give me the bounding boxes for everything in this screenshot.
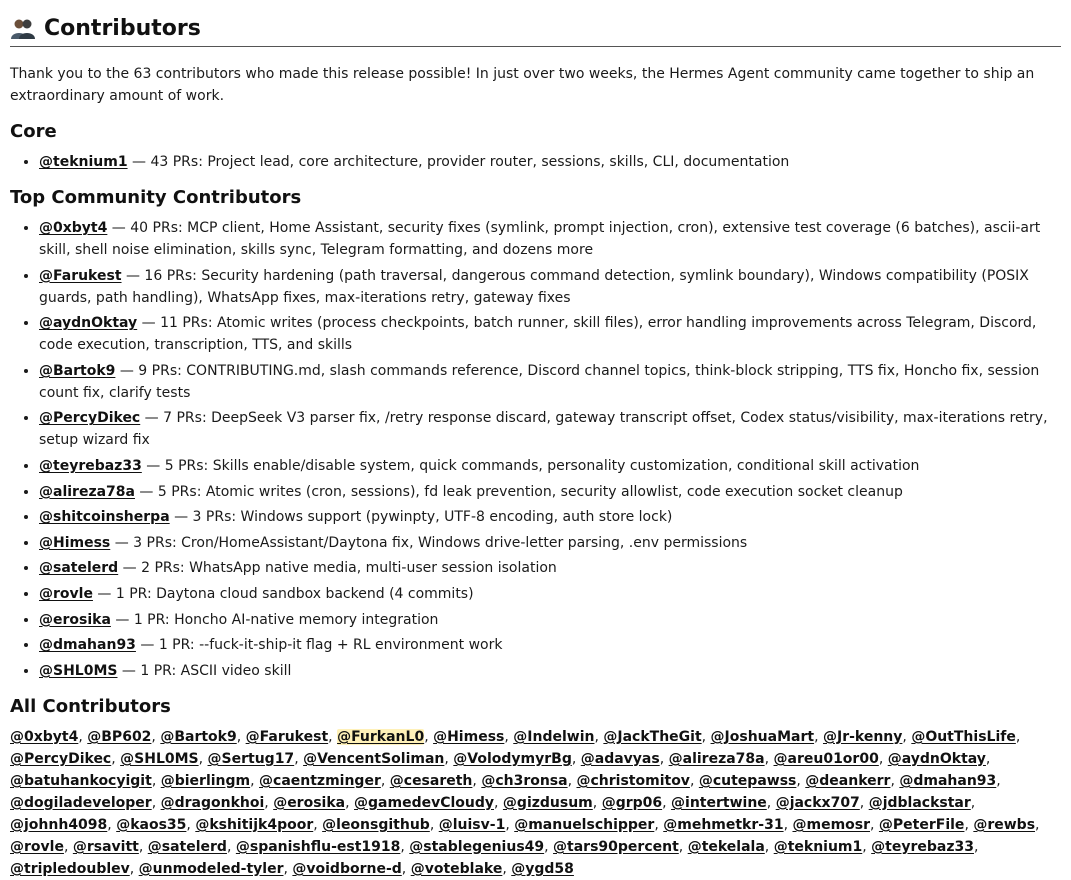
top-contributors-heading: Top Community Contributors xyxy=(10,187,302,208)
contributor-link[interactable]: @VolodymyrBg xyxy=(453,750,572,767)
contributor-link[interactable]: @dmahan93 xyxy=(39,637,136,654)
separator: , xyxy=(400,838,410,855)
contributor-item xyxy=(39,532,1061,554)
contributor-item xyxy=(39,217,1061,261)
separator: , xyxy=(283,860,293,877)
separator: , xyxy=(138,838,148,855)
separator: , xyxy=(973,838,979,855)
people-icon xyxy=(10,17,36,41)
separator: , xyxy=(567,772,577,789)
separator: , xyxy=(571,750,581,767)
contributor-link[interactable]: @luisv-1 xyxy=(438,816,506,833)
contributor-item xyxy=(39,660,1061,682)
separator: , xyxy=(689,772,699,789)
contributor-link[interactable]: @satelerd xyxy=(147,838,227,855)
separator: , xyxy=(494,794,503,811)
contributor-link[interactable]: @rewbs xyxy=(973,816,1036,833)
contributor-link[interactable]: @erosika xyxy=(39,611,111,628)
contributor-link[interactable]: @tekelala xyxy=(687,838,765,855)
separator: , xyxy=(198,750,208,767)
contributor-link[interactable]: @cutepawss xyxy=(698,772,797,789)
separator: , xyxy=(429,816,439,833)
contribution-description: — 1 PR: Daytona cloud sandbox backend (4 commits) xyxy=(92,585,474,602)
separator: , xyxy=(996,772,1001,789)
contributor-link[interactable]: @batuhankocyigit xyxy=(10,772,152,789)
separator: , xyxy=(970,794,976,811)
separator: , xyxy=(345,794,355,811)
separator: , xyxy=(505,816,515,833)
contributor-link[interactable]: @FurkanL0 xyxy=(337,728,425,745)
contributor-link[interactable]: @teyrebaz33 xyxy=(871,838,974,855)
contributor-link[interactable]: @satelerd xyxy=(39,560,119,577)
separator: , xyxy=(186,816,196,833)
contributor-link[interactable]: @adavyas xyxy=(580,750,660,767)
contribution-description: — 3 PRs: Windows support (pywinpty, UTF-8 encoding, auth store lock) xyxy=(169,509,673,526)
separator: , xyxy=(380,772,390,789)
separator: , xyxy=(783,816,793,833)
contributor-item xyxy=(39,265,1061,309)
contributor-item xyxy=(39,360,1061,404)
separator: , xyxy=(444,750,454,767)
page-heading xyxy=(10,12,1061,47)
contributor-item xyxy=(39,455,1061,477)
contributor-item xyxy=(39,583,1061,605)
contributor-link[interactable]: @christomitov xyxy=(576,772,690,789)
contributor-link[interactable]: @leonsgithub xyxy=(322,816,430,833)
contributor-link[interactable]: @gamedevCloudy xyxy=(354,794,495,811)
separator: , xyxy=(662,794,672,811)
contributor-link[interactable]: @jackx707 xyxy=(775,794,860,811)
core-heading: Core xyxy=(10,121,57,142)
contribution-description: — 7 PRs: DeepSeek V3 parser fix, /retry response discard, gateway transcript offset, Codex status/visibility, max-iterations retry, setup wizard fix xyxy=(39,410,1048,449)
contributor-link[interactable]: @JoshuaMart xyxy=(710,728,815,745)
contributor-link[interactable]: @OutThisLife xyxy=(911,728,1016,745)
separator: , xyxy=(964,816,974,833)
contribution-description: — 11 PRs: Atomic writes (process checkpoints, batch runner, skill files), error handling improvements across Telegram, Discord, code execution, transcription, TTS, and skills xyxy=(39,315,1037,354)
contributor-link[interactable]: @dragonkhoi xyxy=(160,794,265,811)
separator: , xyxy=(878,750,888,767)
separator: , xyxy=(870,816,879,833)
contributor-link[interactable]: @manuelschipper xyxy=(514,816,655,833)
separator: , xyxy=(151,772,161,789)
contributor-link[interactable]: @SHL0MS xyxy=(39,662,118,679)
separator: , xyxy=(902,728,912,745)
separator: , xyxy=(890,772,900,789)
separator: , xyxy=(766,794,776,811)
contributor-link[interactable]: @bierlingm xyxy=(160,772,251,789)
contributor-link[interactable]: @shitcoinsherpa xyxy=(39,509,170,526)
contributor-link[interactable]: @voidborne-d xyxy=(292,860,402,877)
separator: , xyxy=(985,750,991,767)
contributor-link[interactable]: @intertwine xyxy=(671,794,767,811)
contribution-description: — 1 PR: --fuck-it-ship-it flag + RL environment work xyxy=(135,637,503,654)
contributor-link[interactable]: @Jr-kenny xyxy=(822,728,903,745)
core-list xyxy=(10,151,1061,173)
separator: , xyxy=(151,794,161,811)
separator: , xyxy=(654,816,664,833)
contributor-link[interactable]: @voteblake xyxy=(410,860,503,877)
contributor-link[interactable]: @kshitijk4poor xyxy=(195,816,314,833)
contributor-link[interactable]: @Indelwin xyxy=(513,728,595,745)
separator: , xyxy=(862,838,872,855)
separator: , xyxy=(764,838,774,855)
contributor-link[interactable]: @PercyDikec xyxy=(10,750,112,767)
contributor-link[interactable]: @memosr xyxy=(792,816,871,833)
intro-text: Thank you to the 63 contributors who made this release possible! In just over two weeks, the Hermes Agent community came together to ship an extraordinary amount of work. xyxy=(10,66,1035,104)
contributor-link[interactable]: @tars90percent xyxy=(553,838,679,855)
contribution-description: — 5 PRs: Skills enable/disable system, quick commands, personality customization, conditional skill activation xyxy=(141,457,920,474)
separator: , xyxy=(226,838,236,855)
contributor-link[interactable]: @mehmetkr-31 xyxy=(663,816,784,833)
contributor-link[interactable]: @jdblackstar xyxy=(868,794,971,811)
contribution-description: — 1 PR: Honcho AI-native memory integration xyxy=(110,611,439,628)
contribution-description: — 1 PR: ASCII video skill xyxy=(117,662,292,679)
contributor-link[interactable]: @Bartok9 xyxy=(160,728,237,745)
contributor-link[interactable]: @ygd58 xyxy=(511,860,574,877)
contributor-link[interactable]: @teknium1 xyxy=(39,154,128,170)
page-title: Contributors xyxy=(44,16,201,41)
separator: , xyxy=(236,728,246,745)
contributor-link[interactable]: @aydnOktay xyxy=(887,750,986,767)
separator: , xyxy=(701,728,711,745)
separator: , xyxy=(544,838,554,855)
separator: , xyxy=(859,794,869,811)
contributor-link[interactable]: @ch3ronsa xyxy=(481,772,568,789)
contributor-link[interactable]: @Farukest xyxy=(39,267,122,284)
separator: , xyxy=(594,728,604,745)
contributor-link[interactable]: @erosika xyxy=(273,794,346,811)
separator: , xyxy=(63,838,73,855)
contributor-link[interactable]: @dmahan93 xyxy=(899,772,997,789)
contributor-link[interactable]: @areu01or00 xyxy=(773,750,879,767)
contributor-link[interactable]: @teknium1 xyxy=(773,838,863,855)
contributor-link[interactable]: @aydnOktay xyxy=(39,315,138,332)
separator: , xyxy=(107,816,117,833)
contributor-link[interactable]: @rsavitt xyxy=(72,838,139,855)
contribution-description: — 5 PRs: Atomic writes (cron, sessions), fd leak prevention, security allowlist, code execution socket cleanup xyxy=(134,483,903,500)
contributor-link[interactable]: @stablegenius49 xyxy=(409,838,545,855)
separator: , xyxy=(592,794,602,811)
separator: , xyxy=(764,750,774,767)
separator: , xyxy=(151,728,161,745)
contributor-item xyxy=(39,481,1061,503)
contributor-item xyxy=(39,506,1061,528)
contribution-description: — 2 PRs: WhatsApp native media, multi-user session isolation xyxy=(118,560,557,577)
all-contributors-heading: All Contributors xyxy=(10,695,171,717)
separator: , xyxy=(264,794,274,811)
contributor-link[interactable]: @rovle xyxy=(10,838,64,855)
contributor-link[interactable]: @dogiladeveloper xyxy=(10,794,152,811)
contributor-item xyxy=(39,407,1061,451)
separator: , xyxy=(328,728,338,745)
contribution-description: — 9 PRs: CONTRIBUTING.md, slash commands reference, Discord channel topics, think-block stripping, TTS fix, Honcho fix, session count fix, clarify tests xyxy=(39,362,1040,401)
contribution-description: — 40 PRs: MCP client, Home Assistant, security fixes (symlink, prompt injection, cron), extensive test coverage (6 batches), ascii-art skill, shell noise elimination, skills sync, Telegram formatting, and dozens more xyxy=(39,220,1041,258)
contribution-description: — 43 PRs: Project lead, core architecture, provider router, sessions, skills, CLI, documentation xyxy=(127,154,790,170)
separator: , xyxy=(401,860,411,877)
contribution-description: — 3 PRs: Cron/HomeAssistant/Daytona fix, Windows drive-letter parsing, .env permissions xyxy=(110,534,748,551)
separator: , xyxy=(1015,728,1021,745)
contributor-link[interactable]: @Farukest xyxy=(245,728,329,745)
separator: , xyxy=(502,860,512,877)
contributor-link[interactable]: @cesareth xyxy=(389,772,473,789)
contributor-link[interactable]: @kaos35 xyxy=(116,816,187,833)
separator: , xyxy=(678,838,688,855)
contributor-link[interactable]: @Himess xyxy=(433,728,505,745)
contributor-link[interactable]: @teyrebaz33 xyxy=(39,457,142,474)
contributor-link[interactable]: @0xbyt4 xyxy=(39,220,108,236)
contributor-item xyxy=(39,151,1061,173)
contributor-link[interactable]: @tripledoublev xyxy=(10,860,130,877)
separator: , xyxy=(294,750,304,767)
contributor-link[interactable]: @0xbyt4 xyxy=(10,728,79,745)
contributor-link[interactable]: @Himess xyxy=(39,534,111,551)
contributor-link[interactable]: @BP602 xyxy=(87,728,152,745)
contributor-link[interactable]: @gizdusum xyxy=(502,794,593,811)
contributor-link[interactable]: @alireza78a xyxy=(668,750,765,767)
top-contributors-list xyxy=(10,217,1061,682)
contributor-link[interactable]: @VencentSoliman xyxy=(303,750,445,767)
contributor-link[interactable]: @grp06 xyxy=(601,794,663,811)
separator: , xyxy=(250,772,260,789)
contributor-link[interactable]: @rovle xyxy=(39,585,93,602)
contributor-item xyxy=(39,609,1061,631)
all-contributors-list xyxy=(10,726,1061,880)
contributor-item xyxy=(39,557,1061,579)
contributor-link[interactable]: @SHL0MS xyxy=(120,750,199,767)
contributor-link[interactable]: @deankerr xyxy=(805,772,891,789)
separator: , xyxy=(796,772,806,789)
contributor-link[interactable]: @spanishflu-est1918 xyxy=(235,838,401,855)
separator: , xyxy=(659,750,669,767)
contributor-link[interactable]: @Sertug17 xyxy=(207,750,295,767)
contributor-item xyxy=(39,312,1061,356)
separator: , xyxy=(78,728,88,745)
contributor-link[interactable]: @PeterFile xyxy=(878,816,965,833)
contributor-link[interactable]: @unmodeled-tyler xyxy=(138,860,284,877)
contributor-link[interactable]: @caentzminger xyxy=(259,772,381,789)
contributor-item xyxy=(39,634,1061,656)
separator: , xyxy=(814,728,823,745)
separator: , xyxy=(129,860,139,877)
contributor-link[interactable]: @JackTheGit xyxy=(603,728,702,745)
separator: , xyxy=(504,728,514,745)
separator: , xyxy=(1035,816,1040,833)
contribution-description: — 16 PRs: Security hardening (path traversal, dangerous command detection, symlink boundary), Windows compatibility (POSIX guards, path handling), WhatsApp fixes, max-iterations retry, gateway fixes xyxy=(39,267,1029,306)
contributor-link[interactable]: @johnh4098 xyxy=(10,816,108,833)
separator: , xyxy=(472,772,482,789)
separator: , xyxy=(313,816,323,833)
separator: , xyxy=(424,728,434,745)
contributor-link[interactable]: @PercyDikec xyxy=(39,410,141,427)
contributor-link[interactable]: @Bartok9 xyxy=(39,362,116,379)
separator: , xyxy=(111,750,121,767)
contributor-link[interactable]: @alireza78a xyxy=(39,483,135,500)
